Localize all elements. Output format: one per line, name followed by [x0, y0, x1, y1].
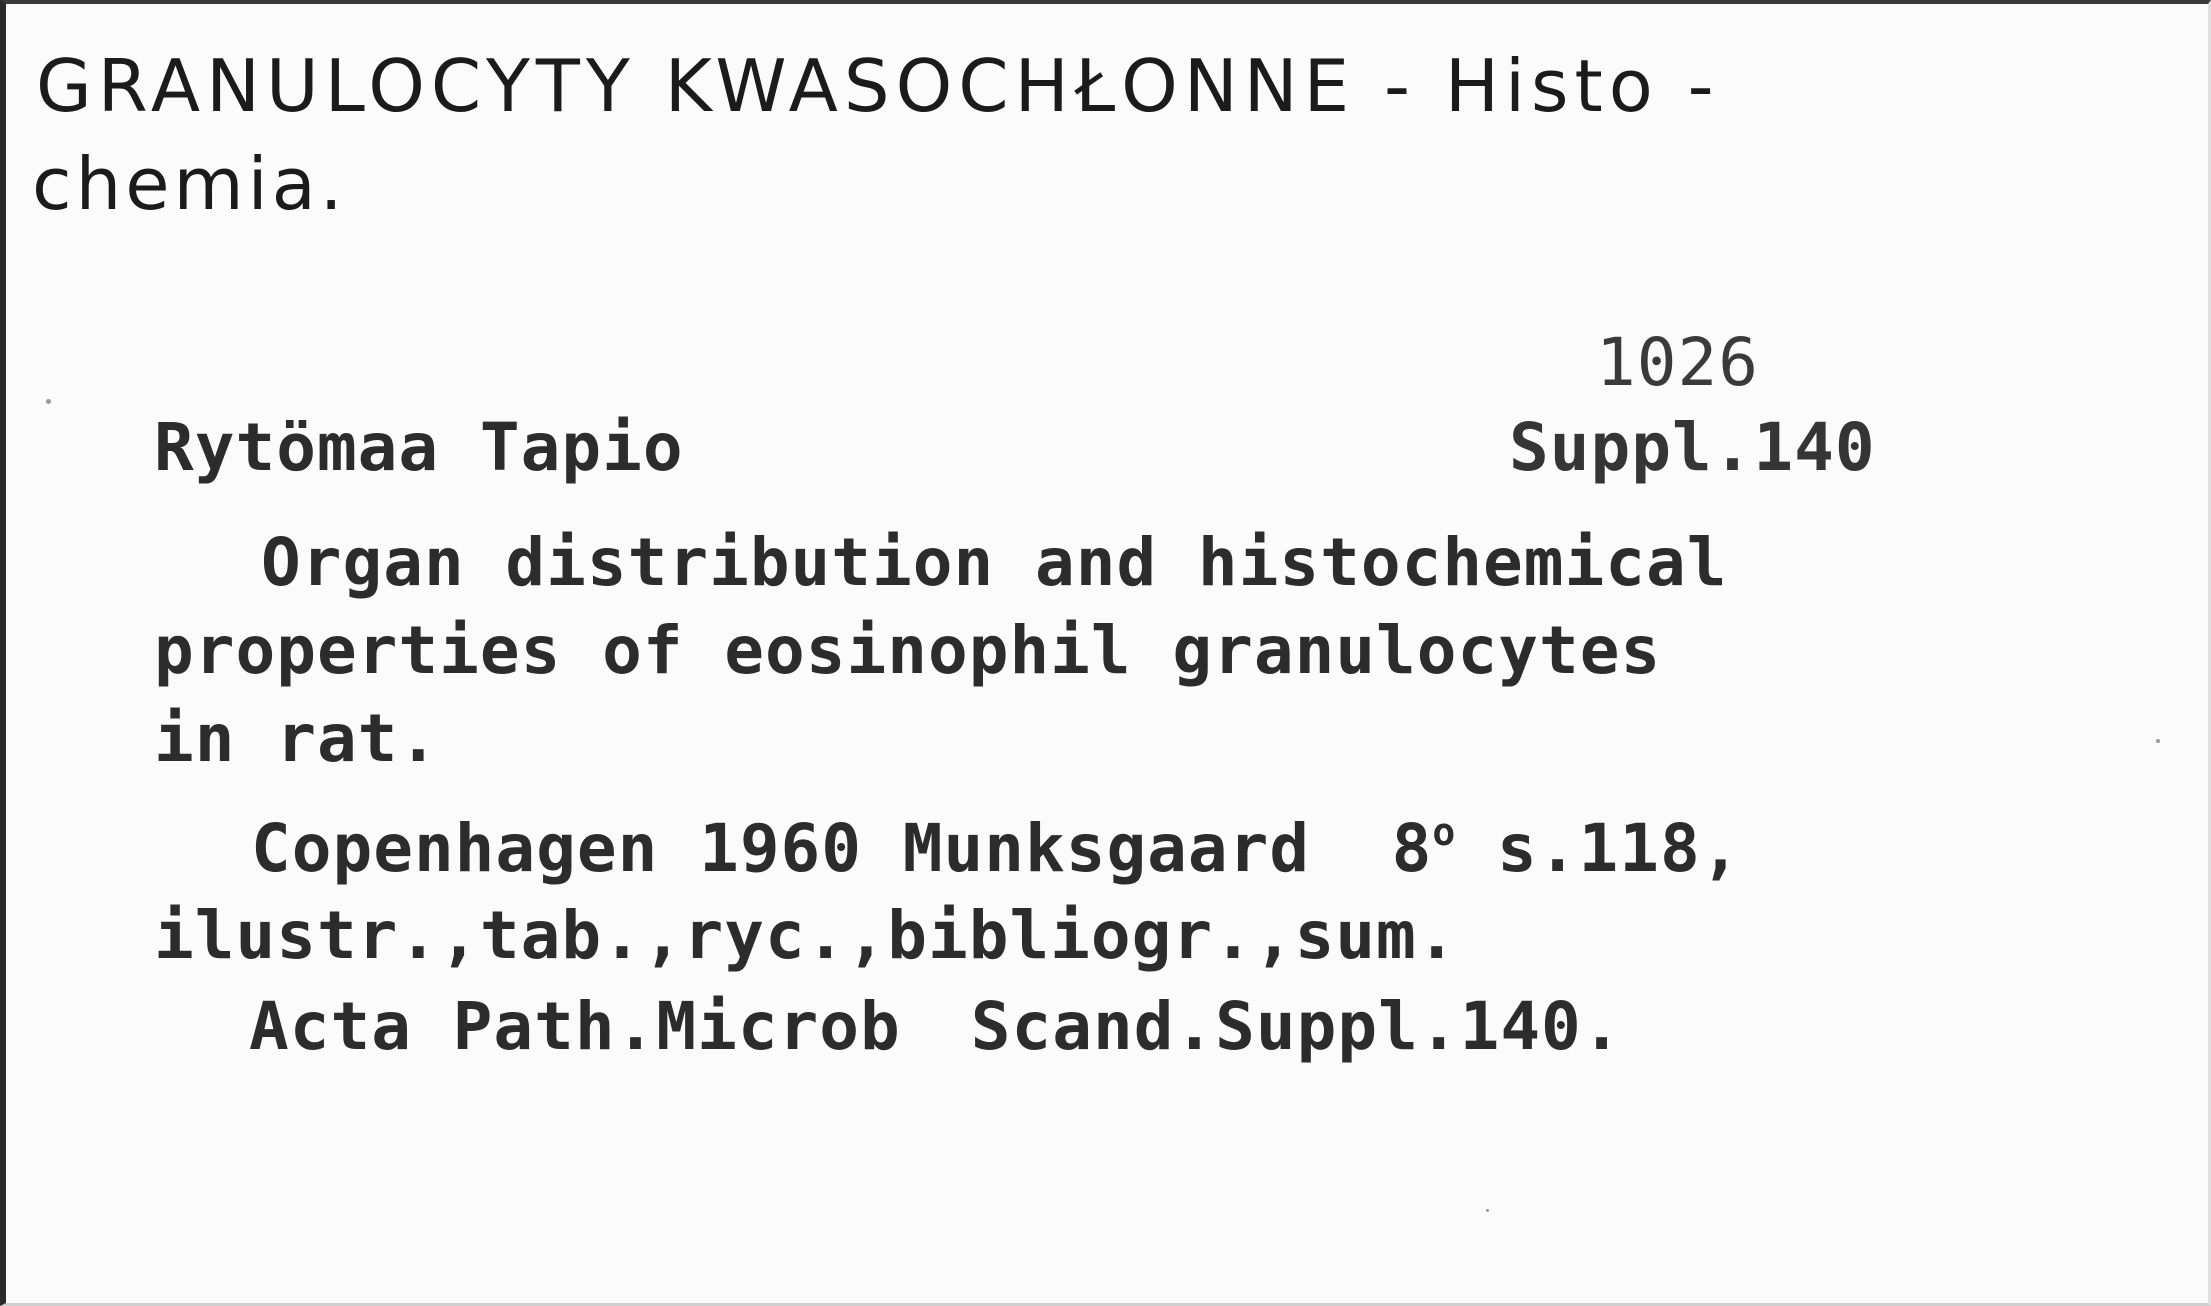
dust-speck	[2156, 739, 2160, 743]
supplement-number: Suppl.140	[1509, 409, 1876, 486]
author: Rytömaa Tapio	[154, 409, 684, 486]
imprint-format: 8	[1391, 810, 1433, 887]
imprint-pages: s.118,	[1497, 810, 1742, 887]
title-line-2: properties of eosinophil granulocytes	[154, 612, 1662, 689]
subject-heading-line-1: GRANULOCYTY KWASOCHŁONNE - Histo -	[36, 44, 1720, 128]
dust-speck	[46, 399, 51, 404]
series-part-1: Acta Path.Microb	[249, 988, 901, 1065]
subject-heading-line-2: chemia.	[32, 142, 347, 226]
title-line-1: Organ distribution and histochemical	[261, 524, 1728, 601]
series-line	[249, 988, 1623, 1065]
call-number: 1026	[1596, 324, 1759, 401]
imprint-line-1	[251, 810, 1741, 887]
imprint-format-superscript: o	[1432, 810, 1457, 854]
title-line-3: in rat.	[154, 700, 440, 777]
imprint-line-2: ilustr.,tab.,ryc.,bibliogr.,sum.	[154, 897, 1458, 974]
imprint-publication: Copenhagen 1960 Munksgaard	[251, 810, 1311, 887]
series-part-2: Scand.Suppl.140.	[970, 988, 1623, 1065]
dust-speck	[1486, 1209, 1489, 1212]
